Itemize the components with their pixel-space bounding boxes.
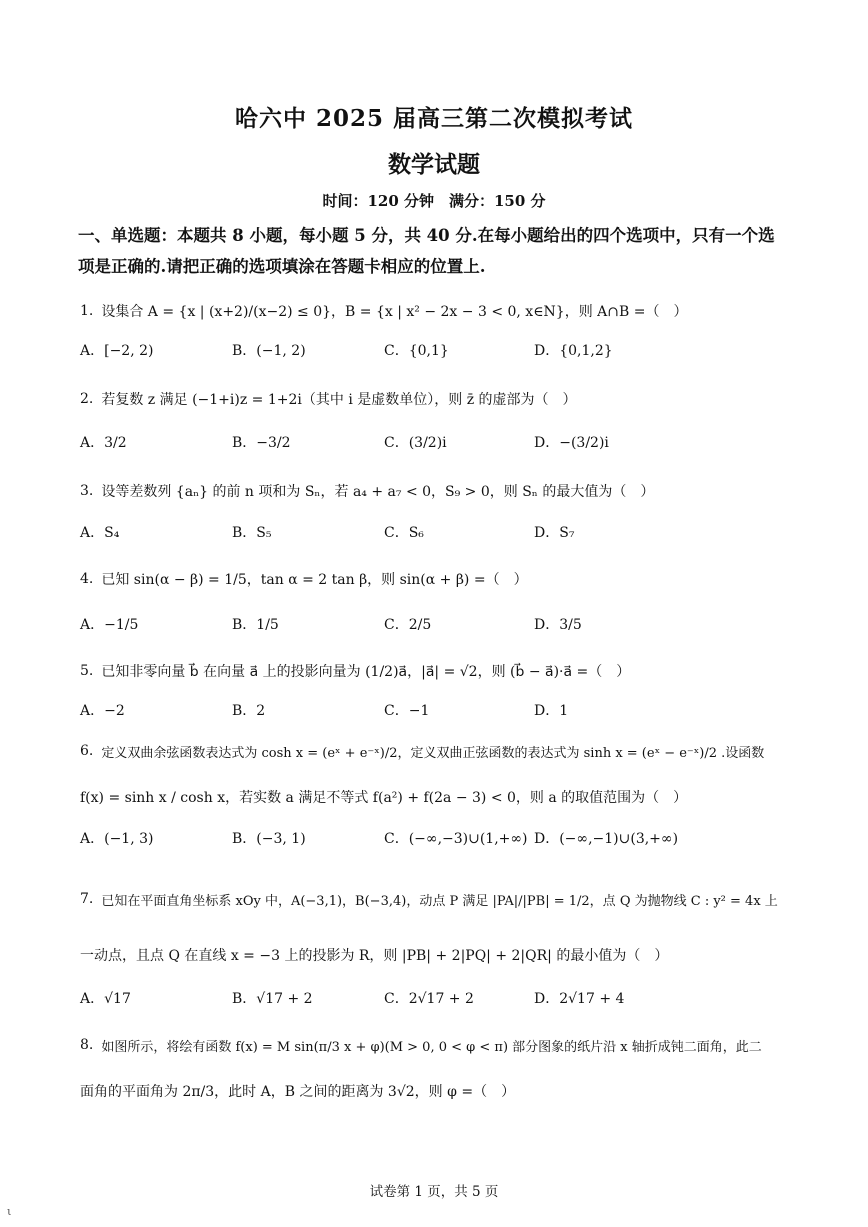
option-d: D．2√17 + 4 (534, 991, 625, 1007)
question-4-options (80, 614, 800, 640)
question-2-number: 2. (80, 391, 94, 407)
section-heading (78, 220, 798, 282)
question-5-options (80, 700, 800, 726)
question-3-options (80, 522, 800, 548)
option-a: A．−1/5 (80, 617, 139, 633)
exam-title: 哈六中 2025 届高三第二次模拟考试 (234, 105, 634, 132)
option-b: B．√17 + 2 (232, 991, 313, 1007)
option-a: A．[−2, 2) (80, 343, 154, 359)
question-5 (80, 658, 800, 684)
question-3 (80, 478, 800, 504)
question-3-text: 设等差数列 {aₙ} 的前 n 项和为 Sₙ，若 a₄ + a₇ < 0，S₉ > 0，则 Sₙ 的最大值为（ ） (101, 484, 655, 500)
question-4-number: 4. (80, 571, 94, 587)
option-b: B．(−3, 1) (232, 831, 306, 847)
option-a: A．S₄ (80, 525, 120, 541)
option-c: C．S₆ (384, 525, 424, 541)
question-7-text2: 一动点，且点 Q 在直线 x = −3 上的投影为 R，则 |PB| + 2|PQ| + 2|QR| 的最小值为（ ） (80, 948, 669, 964)
question-2 (80, 386, 800, 412)
option-b: B．S₅ (232, 525, 272, 541)
option-a: A．3/2 (80, 435, 127, 451)
corner-mark: ι (7, 1205, 12, 1218)
option-c: C．(3/2)i (384, 435, 447, 451)
question-7-line2 (80, 942, 800, 968)
option-b: B．1/5 (232, 617, 279, 633)
question-5-text: 已知非零向量 b⃗ 在向量 a⃗ 上的投影向量为 (1/2)a⃗，|a⃗| = √2，则 (b⃗ − a⃗)·a⃗ =（ ） (101, 664, 631, 680)
question-8-text2: 面角的平面角为 2π/3，此时 A，B 之间的距离为 3√2，则 φ =（ ） (80, 1084, 516, 1100)
question-4-text: 已知 sin(α − β) = 1/5，tan α = 2 tan β，则 sin(α + β) =（ ） (101, 572, 528, 588)
question-2-options (80, 432, 800, 458)
question-7-number: 7. (80, 891, 94, 907)
option-a: A．(−1, 3) (80, 831, 154, 847)
question-6-text2: f(x) = sinh x / cosh x，若实数 a 满足不等式 f(a²) + f(2a − 3) < 0，则 a 的取值范围为（ ） (80, 790, 688, 806)
question-6 (80, 738, 800, 764)
question-3-number: 3. (80, 483, 94, 499)
question-1 (80, 298, 800, 324)
question-8-number: 8. (80, 1037, 94, 1053)
question-8-line2 (80, 1078, 800, 1104)
option-b: B．(−1, 2) (232, 343, 306, 359)
question-8 (80, 1032, 800, 1058)
option-c: C．{0,1} (384, 343, 449, 359)
option-d: D．3/5 (534, 617, 582, 633)
option-d: D．−(3/2)i (534, 435, 609, 451)
section-heading-line1: 一、单选题：本题共 8 小题，每小题 5 分，共 40 分.在每小题给出的四个选项中，只有一个选 (78, 226, 775, 245)
option-d: D．1 (534, 703, 569, 719)
option-a: A．−2 (80, 703, 125, 719)
option-c: C．2√17 + 2 (384, 991, 474, 1007)
option-c: C．2/5 (384, 617, 432, 633)
question-6-options (80, 828, 800, 854)
exam-meta: 时间：120 分钟 满分：150 分 (322, 192, 546, 210)
option-d: D．{0,1,2} (534, 343, 613, 359)
question-1-text: 设集合 A = {x | (x+2)/(x−2) ≤ 0}，B = {x | x² − 2x − 3 < 0, x∈N}，则 A∩B =（ ） (101, 304, 688, 320)
question-7-options (80, 988, 800, 1014)
option-b: B．−3/2 (232, 435, 291, 451)
option-c: C．−1 (384, 703, 430, 719)
option-d: D．(−∞,−1)∪(3,+∞) (534, 831, 679, 847)
question-1-options (80, 340, 800, 366)
question-6-line2 (80, 784, 800, 810)
question-7 (80, 886, 800, 912)
question-7-text: 已知在平面直角坐标系 xOy 中，A(−3,1)，B(−3,4)，动点 P 满足 |PA|/|PB| = 1/2，点 Q 为抛物线 C : y² = 4x 上 (101, 893, 778, 909)
question-6-text: 定义双曲余弦函数表达式为 cosh x = (eˣ + e⁻ˣ)/2，定义双曲正弦函数的表达式为 sinh x = (eˣ − e⁻ˣ)/2 .设函数 (101, 745, 765, 761)
question-6-number: 6. (80, 743, 94, 759)
section-heading-line2: 项是正确的.请把正确的选项填涂在答题卡相应的位置上. (78, 257, 486, 276)
question-4 (80, 566, 800, 592)
page-footer: 试卷第 1 页，共 5 页 (369, 1184, 499, 1200)
option-d: D．S₇ (534, 525, 575, 541)
option-b: B．2 (232, 703, 266, 719)
question-2-text: 若复数 z 满足 (−1+i)z = 1+2i（其中 i 是虚数单位），则 z̄ 的虚部为（ ） (101, 392, 577, 408)
question-5-number: 5. (80, 663, 94, 679)
question-1-number: 1. (80, 303, 94, 319)
option-c: C．(−∞,−3)∪(1,+∞) (384, 831, 528, 847)
exam-subject: 数学试题 (388, 151, 480, 178)
option-a: A．√17 (80, 991, 131, 1007)
question-8-text: 如图所示，将绘有函数 f(x) = M sin(π/3 x + φ)(M > 0, 0 < φ < π) 部分图象的纸片沿 x 轴折成钝二面角，此二 (101, 1039, 762, 1055)
